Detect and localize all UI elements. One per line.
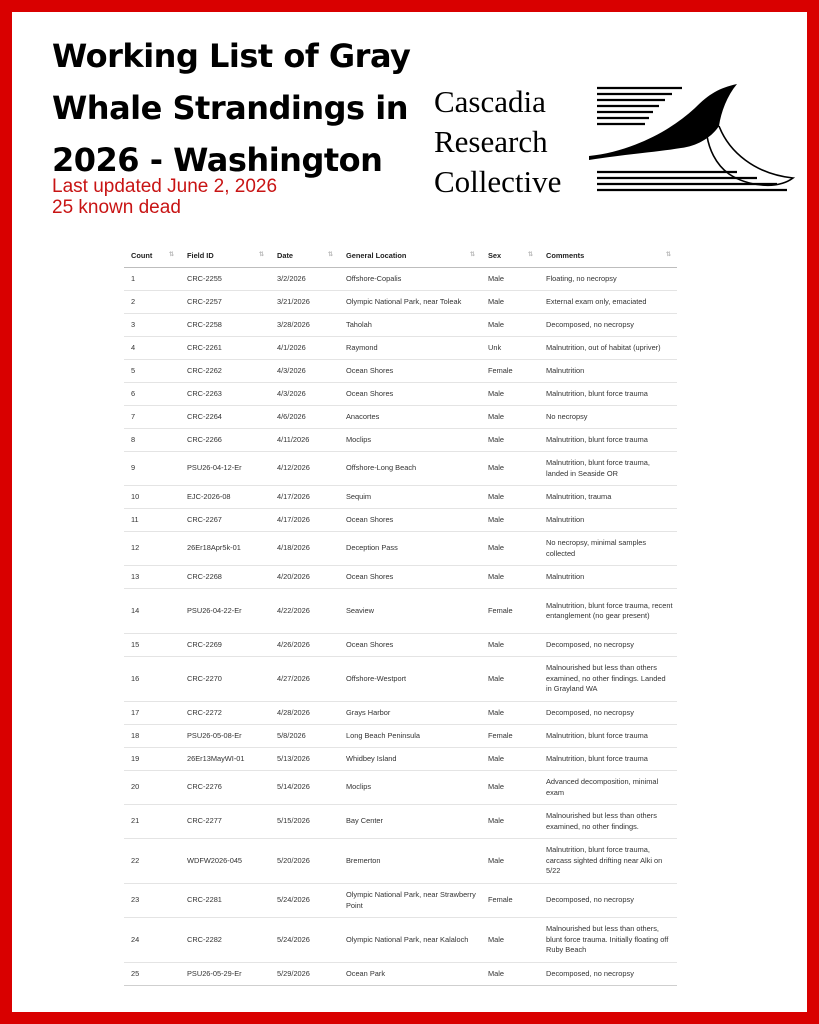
table-cell-location: Offshore-Westport — [339, 657, 481, 702]
table-cell-count: 5 — [124, 360, 180, 383]
table-cell-location: Ocean Shores — [339, 634, 481, 657]
table-cell-sex: Male — [481, 839, 539, 884]
table-cell-date: 5/29/2026 — [270, 963, 339, 986]
table-cell-location: Seaview — [339, 589, 481, 634]
table-cell-comments: Malnutrition, blunt force trauma — [539, 383, 677, 406]
table-row — [124, 589, 677, 634]
table-cell-field-id: EJC-2026-08 — [180, 486, 270, 509]
table-cell-count: 8 — [124, 429, 180, 452]
table-cell-sex: Male — [481, 429, 539, 452]
table-row — [124, 657, 677, 702]
table-row — [124, 429, 677, 452]
table-cell-date: 4/3/2026 — [270, 360, 339, 383]
table-cell-count: 15 — [124, 634, 180, 657]
table-cell-sex: Male — [481, 771, 539, 805]
table-cell-count: 7 — [124, 406, 180, 429]
table-cell-date: 5/24/2026 — [270, 884, 339, 918]
table-cell-date: 3/28/2026 — [270, 314, 339, 337]
table-cell-count: 19 — [124, 748, 180, 771]
table-cell-field-id: CRC-2257 — [180, 291, 270, 314]
table-cell-field-id: CRC-2261 — [180, 337, 270, 360]
table-row — [124, 268, 677, 291]
table-cell-field-id: CRC-2269 — [180, 634, 270, 657]
table-cell-count: 10 — [124, 486, 180, 509]
table-cell-date: 4/6/2026 — [270, 406, 339, 429]
table-cell-count: 21 — [124, 805, 180, 839]
table-cell-sex: Male — [481, 657, 539, 702]
table-row — [124, 884, 677, 918]
table-cell-date: 4/26/2026 — [270, 634, 339, 657]
table-cell-date: 4/18/2026 — [270, 532, 339, 566]
table-cell-location: Ocean Shores — [339, 360, 481, 383]
table-cell-comments: Malnutrition — [539, 360, 677, 383]
table-cell-location: Long Beach Peninsula — [339, 725, 481, 748]
table-row — [124, 771, 677, 805]
table-cell-field-id: CRC-2255 — [180, 268, 270, 291]
column-header-location[interactable]: General Location ⇅ — [339, 243, 481, 268]
table-cell-count: 11 — [124, 509, 180, 532]
table-cell-date: 5/24/2026 — [270, 918, 339, 963]
table-cell-field-id: CRC-2272 — [180, 702, 270, 725]
table-cell-date: 3/2/2026 — [270, 268, 339, 291]
table-cell-date: 5/20/2026 — [270, 839, 339, 884]
table-cell-field-id: CRC-2263 — [180, 383, 270, 406]
table-cell-location: Olympic National Park, near Toleak — [339, 291, 481, 314]
table-cell-count: 12 — [124, 532, 180, 566]
table-cell-count: 9 — [124, 452, 180, 486]
table-row — [124, 314, 677, 337]
table-cell-comments: Malnutrition — [539, 509, 677, 532]
table-cell-sex: Unk — [481, 337, 539, 360]
table-cell-comments: Malnutrition — [539, 566, 677, 589]
table-cell-location: Ocean Shores — [339, 509, 481, 532]
table-cell-field-id: 26Er13MayWI-01 — [180, 748, 270, 771]
table-cell-count: 4 — [124, 337, 180, 360]
table-cell-sex: Male — [481, 383, 539, 406]
table-cell-count: 22 — [124, 839, 180, 884]
table-row — [124, 532, 677, 566]
table-cell-count: 23 — [124, 884, 180, 918]
table-cell-sex: Female — [481, 360, 539, 383]
table-cell-location: Anacortes — [339, 406, 481, 429]
table-cell-comments: Decomposed, no necropsy — [539, 963, 677, 986]
table-cell-comments: No necropsy — [539, 406, 677, 429]
table-cell-count: 24 — [124, 918, 180, 963]
table-cell-comments: External exam only, emaciated — [539, 291, 677, 314]
column-header-date[interactable]: Date ⇅ — [270, 243, 339, 268]
table-cell-field-id: PSU26-04-12-Er — [180, 452, 270, 486]
known-dead-count: 25 known dead — [52, 197, 181, 218]
table-cell-location: Offshore-Long Beach — [339, 452, 481, 486]
table-cell-field-id: CRC-2277 — [180, 805, 270, 839]
column-header-sex[interactable]: Sex ⇅ — [481, 243, 539, 268]
table-cell-date: 5/15/2026 — [270, 805, 339, 839]
table-row — [124, 805, 677, 839]
table-cell-field-id: WDFW2026-045 — [180, 839, 270, 884]
table-cell-field-id: 26Er18Apr5k-01 — [180, 532, 270, 566]
table-row — [124, 406, 677, 429]
table-cell-location: Moclips — [339, 771, 481, 805]
table-cell-date: 4/20/2026 — [270, 566, 339, 589]
strandings-table — [124, 243, 677, 986]
table-cell-count: 18 — [124, 725, 180, 748]
table-cell-sex: Male — [481, 566, 539, 589]
whale-fluke-logo-icon — [587, 82, 797, 202]
table-cell-comments: Malnourished but less than others examined, no other findings. — [539, 805, 677, 839]
table-cell-location: Ocean Park — [339, 963, 481, 986]
table-cell-comments: Floating, no necropsy — [539, 268, 677, 291]
table-cell-sex: Male — [481, 314, 539, 337]
table-cell-field-id: CRC-2268 — [180, 566, 270, 589]
logo-wordmark — [434, 82, 561, 202]
table-cell-sex: Male — [481, 805, 539, 839]
table-cell-date: 4/11/2026 — [270, 429, 339, 452]
table-cell-date: 4/3/2026 — [270, 383, 339, 406]
logo-line: Collective — [434, 164, 562, 199]
table-cell-sex: Male — [481, 509, 539, 532]
page-title: Working List of Gray Whale Strandings in 2026 - Washington — [52, 37, 411, 179]
table-cell-sex: Male — [481, 406, 539, 429]
sort-icon[interactable]: ⇅ — [527, 252, 533, 258]
table-cell-location: Grays Harbor — [339, 702, 481, 725]
table-row — [124, 337, 677, 360]
table-cell-date: 4/1/2026 — [270, 337, 339, 360]
table-cell-field-id: CRC-2262 — [180, 360, 270, 383]
table-cell-comments: Malnourished but less than others, blunt force trauma. Initially floating off Ruby Beach — [539, 918, 677, 963]
table-cell-date: 4/17/2026 — [270, 509, 339, 532]
table-row — [124, 566, 677, 589]
table-cell-field-id: CRC-2266 — [180, 429, 270, 452]
table-cell-sex: Female — [481, 884, 539, 918]
table-cell-date: 4/17/2026 — [270, 486, 339, 509]
table-cell-comments: Advanced decomposition, minimal exam — [539, 771, 677, 805]
table-cell-location: Bay Center — [339, 805, 481, 839]
table-cell-comments: Malnutrition, blunt force trauma, recent entanglement (no gear present) — [539, 589, 677, 634]
sort-icon[interactable]: ⇅ — [258, 252, 264, 258]
table-cell-sex: Male — [481, 532, 539, 566]
table-row — [124, 486, 677, 509]
table-cell-sex: Female — [481, 589, 539, 634]
table-cell-date: 5/8/2026 — [270, 725, 339, 748]
table-cell-date: 5/14/2026 — [270, 771, 339, 805]
table-cell-field-id: CRC-2264 — [180, 406, 270, 429]
last-updated: Last updated June 2, 2026 — [52, 176, 278, 197]
table-cell-location: Taholah — [339, 314, 481, 337]
table-cell-date: 4/27/2026 — [270, 657, 339, 702]
table-row — [124, 452, 677, 486]
table-cell-location: Olympic National Park, near Kalaloch — [339, 918, 481, 963]
table-cell-count: 25 — [124, 963, 180, 986]
table-cell-sex: Male — [481, 291, 539, 314]
table-cell-date: 5/13/2026 — [270, 748, 339, 771]
table-row — [124, 634, 677, 657]
table-cell-field-id: CRC-2282 — [180, 918, 270, 963]
page — [12, 12, 807, 1012]
table-cell-field-id: PSU26-05-29-Er — [180, 963, 270, 986]
table-cell-location: Ocean Shores — [339, 566, 481, 589]
update-info — [52, 176, 277, 218]
table-cell-field-id: CRC-2270 — [180, 657, 270, 702]
table-cell-count: 1 — [124, 268, 180, 291]
table-cell-location: Bremerton — [339, 839, 481, 884]
table-cell-sex: Male — [481, 452, 539, 486]
table-cell-field-id: PSU26-05-08-Er — [180, 725, 270, 748]
table-cell-comments: Decomposed, no necropsy — [539, 634, 677, 657]
table-cell-location: Ocean Shores — [339, 383, 481, 406]
table-cell-field-id: CRC-2276 — [180, 771, 270, 805]
table-cell-sex: Male — [481, 486, 539, 509]
table-cell-field-id: CRC-2258 — [180, 314, 270, 337]
table-cell-date: 4/22/2026 — [270, 589, 339, 634]
table-cell-comments: Malnourished but less than others examined, no other findings. Landed in Grayland WA — [539, 657, 677, 702]
table-cell-location: Deception Pass — [339, 532, 481, 566]
table-cell-sex: Male — [481, 963, 539, 986]
table-cell-comments: Malnutrition, blunt force trauma, carcass sighted drifting near Alki on 5/22 — [539, 839, 677, 884]
table-cell-location: Moclips — [339, 429, 481, 452]
table-cell-sex: Male — [481, 702, 539, 725]
table-cell-date: 4/28/2026 — [270, 702, 339, 725]
table-row — [124, 360, 677, 383]
table-cell-comments: Malnutrition, blunt force trauma — [539, 748, 677, 771]
table-cell-comments: Malnutrition, blunt force trauma, landed in Seaside OR — [539, 452, 677, 486]
table-cell-field-id: PSU26-04-22-Er — [180, 589, 270, 634]
table-row — [124, 748, 677, 771]
table-header-row — [124, 243, 677, 268]
table-cell-comments: Malnutrition, blunt force trauma — [539, 725, 677, 748]
table-cell-comments: Malnutrition, out of habitat (upriver) — [539, 337, 677, 360]
table-cell-count: 16 — [124, 657, 180, 702]
table-row — [124, 725, 677, 748]
table-cell-location: Raymond — [339, 337, 481, 360]
table-cell-comments: Decomposed, no necropsy — [539, 884, 677, 918]
table-row — [124, 702, 677, 725]
table-cell-comments: Decomposed, no necropsy — [539, 702, 677, 725]
table-cell-count: 13 — [124, 566, 180, 589]
table-row — [124, 291, 677, 314]
table-cell-sex: Male — [481, 634, 539, 657]
table-cell-date: 4/12/2026 — [270, 452, 339, 486]
table-row — [124, 383, 677, 406]
table-cell-count: 6 — [124, 383, 180, 406]
table-cell-count: 2 — [124, 291, 180, 314]
sort-icon[interactable]: ⇅ — [327, 252, 333, 258]
sort-icon[interactable]: ⇅ — [469, 252, 475, 258]
logo-line: Cascadia — [434, 84, 546, 119]
logo-line: Research — [434, 124, 548, 159]
table-row — [124, 839, 677, 884]
table-cell-location: Olympic National Park, near Strawberry Point — [339, 884, 481, 918]
table-cell-count: 17 — [124, 702, 180, 725]
table-cell-sex: Male — [481, 268, 539, 291]
table-row — [124, 918, 677, 963]
column-header-comments[interactable]: Comments ⇅ — [539, 243, 677, 268]
table-cell-count: 3 — [124, 314, 180, 337]
table-cell-location: Offshore-Copalis — [339, 268, 481, 291]
table-cell-sex: Female — [481, 725, 539, 748]
table-cell-comments: No necropsy, minimal samples collected — [539, 532, 677, 566]
sort-icon[interactable]: ⇅ — [168, 252, 174, 258]
sort-icon[interactable]: ⇅ — [665, 252, 671, 258]
table-cell-location: Sequim — [339, 486, 481, 509]
table-cell-count: 14 — [124, 589, 180, 634]
column-header-count[interactable]: Count ⇅ — [124, 243, 180, 268]
table-cell-comments: Malnutrition, trauma — [539, 486, 677, 509]
table-cell-field-id: CRC-2281 — [180, 884, 270, 918]
table-cell-comments: Decomposed, no necropsy — [539, 314, 677, 337]
table-cell-location: Whidbey Island — [339, 748, 481, 771]
table-row — [124, 509, 677, 532]
table-cell-sex: Male — [481, 748, 539, 771]
column-header-field-id[interactable]: Field ID ⇅ — [180, 243, 270, 268]
table-cell-date: 3/21/2026 — [270, 291, 339, 314]
table-cell-comments: Malnutrition, blunt force trauma — [539, 429, 677, 452]
table-row — [124, 963, 677, 986]
table-cell-count: 20 — [124, 771, 180, 805]
table-cell-field-id: CRC-2267 — [180, 509, 270, 532]
table-cell-sex: Male — [481, 918, 539, 963]
